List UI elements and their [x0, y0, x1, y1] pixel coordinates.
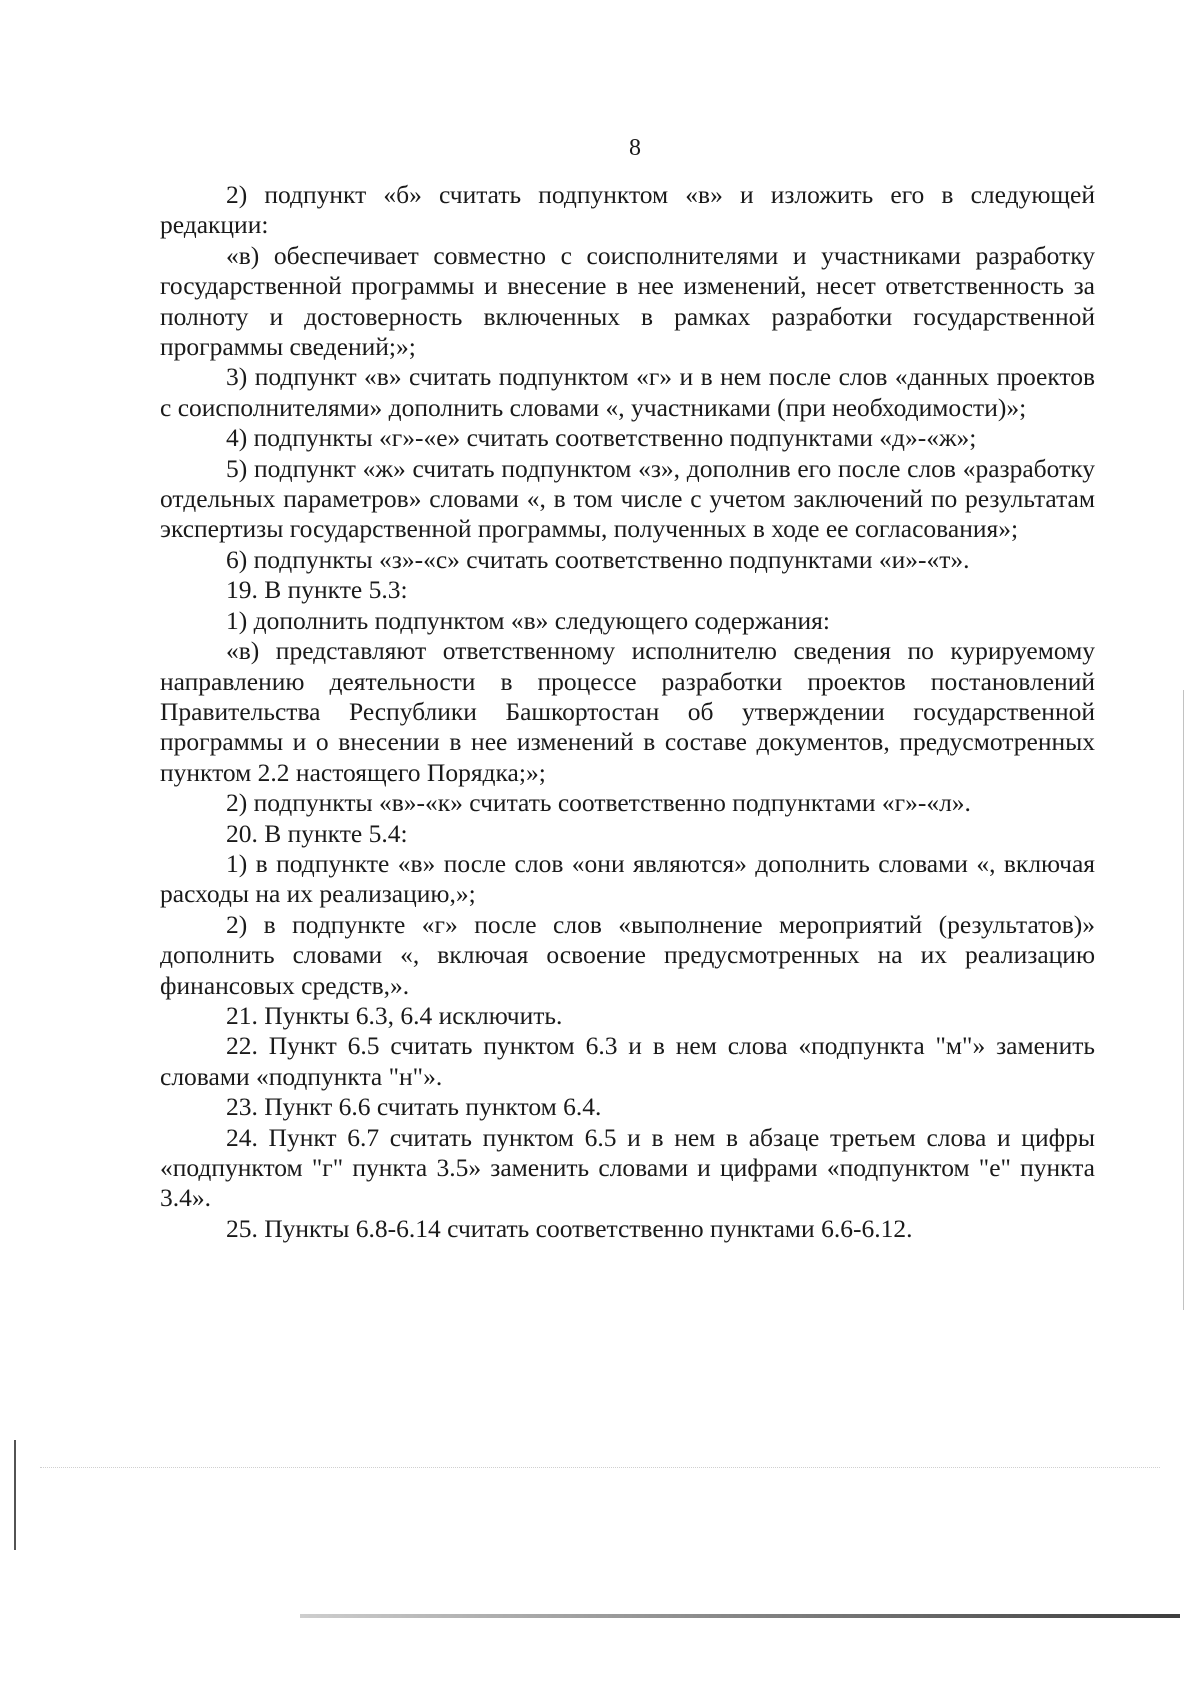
paragraph: 24. Пункт 6.7 считать пунктом 6.5 и в нем в абзаце третьем слова и цифры «подпунктом "г" пункта 3.5» заменить словами и цифрами «подпунктом "е" пункта 3.4». — [160, 1122, 1095, 1213]
paragraph: 2) подпункты «в»-«к» считать соответственно подпунктами «г»-«л». — [226, 788, 971, 818]
scan-artifact-left-edge — [14, 1440, 16, 1550]
paragraph: 1) в подпункте «в» после слов «они являются» дополнить словами «, включая расходы на их реализацию,»; — [160, 848, 1095, 909]
scan-artifact-dotted-line — [40, 1467, 1160, 1468]
paragraph: 1) дополнить подпунктом «в» следующего содержания: — [226, 605, 830, 635]
page-number: 8 — [629, 135, 641, 161]
paragraph: 25. Пункты 6.8-6.14 считать соответственно пунктами 6.6-6.12. — [226, 1213, 913, 1243]
paragraph: 20. В пункте 5.4: — [226, 818, 408, 848]
paragraph: 3) подпункт «в» считать подпунктом «г» и в нем после слов «данных проектов с соисполнителями» дополнить словами «, участниками (при необходимости)»; — [160, 362, 1095, 422]
paragraph: 5) подпункт «ж» считать подпунктом «з», дополнив его после слов «разработку отдельных параметров» словами «, в том числе с учетом заключений по результатам экспертизы государственной программы, полученных в ходе ее согласования»; — [160, 453, 1095, 544]
paragraph: 23. Пункт 6.6 считать пунктом 6.4. — [226, 1092, 602, 1122]
paragraph: 21. Пункты 6.3, 6.4 исключить. — [226, 1000, 563, 1030]
paragraph: 22. Пункт 6.5 считать пунктом 6.3 и в нем слова «подпункта "м"» заменить словами «подпункта "н"». — [160, 1031, 1095, 1091]
paragraph: 2) в подпункте «г» после слов «выполнение мероприятий (результатов)» дополнить словами «, включая освоение предусмотренных на их реализацию финансовых средств,». — [160, 909, 1095, 1000]
paragraph: «в) обеспечивает совместно с соисполнителями и участниками разработку государственной программы и внесение в нее изменений, несет ответственность за полноту и достоверность включенных в рамках разработки государственной программы сведений;»; — [160, 240, 1095, 362]
paragraph: 2) подпункт «б» считать подпунктом «в» и изложить его в следующей редакции: — [160, 180, 1095, 240]
paragraph: 19. В пункте 5.3: — [226, 575, 408, 605]
paragraph: «в) представляют ответственному исполнителю сведения по курируемому направлению деятельности в процессе разработки проектов постановлений Правительства Республики Башкортостан об утверждении государственной программы и о внесении в нее изменений в составе документов, предусмотренных пунктом 2.2 настоящего Порядка;»; — [160, 636, 1095, 787]
paragraph: 4) подпункты «г»-«е» считать соответственно подпунктами «д»-«ж»; — [226, 423, 977, 453]
scan-artifact-bottom-line — [300, 1614, 1180, 1618]
document-body — [160, 180, 1095, 1244]
paragraph: 6) подпункты «з»-«с» считать соответственно подпунктами «и»-«т». — [226, 544, 970, 574]
scan-artifact-right-edge — [1183, 690, 1184, 1310]
